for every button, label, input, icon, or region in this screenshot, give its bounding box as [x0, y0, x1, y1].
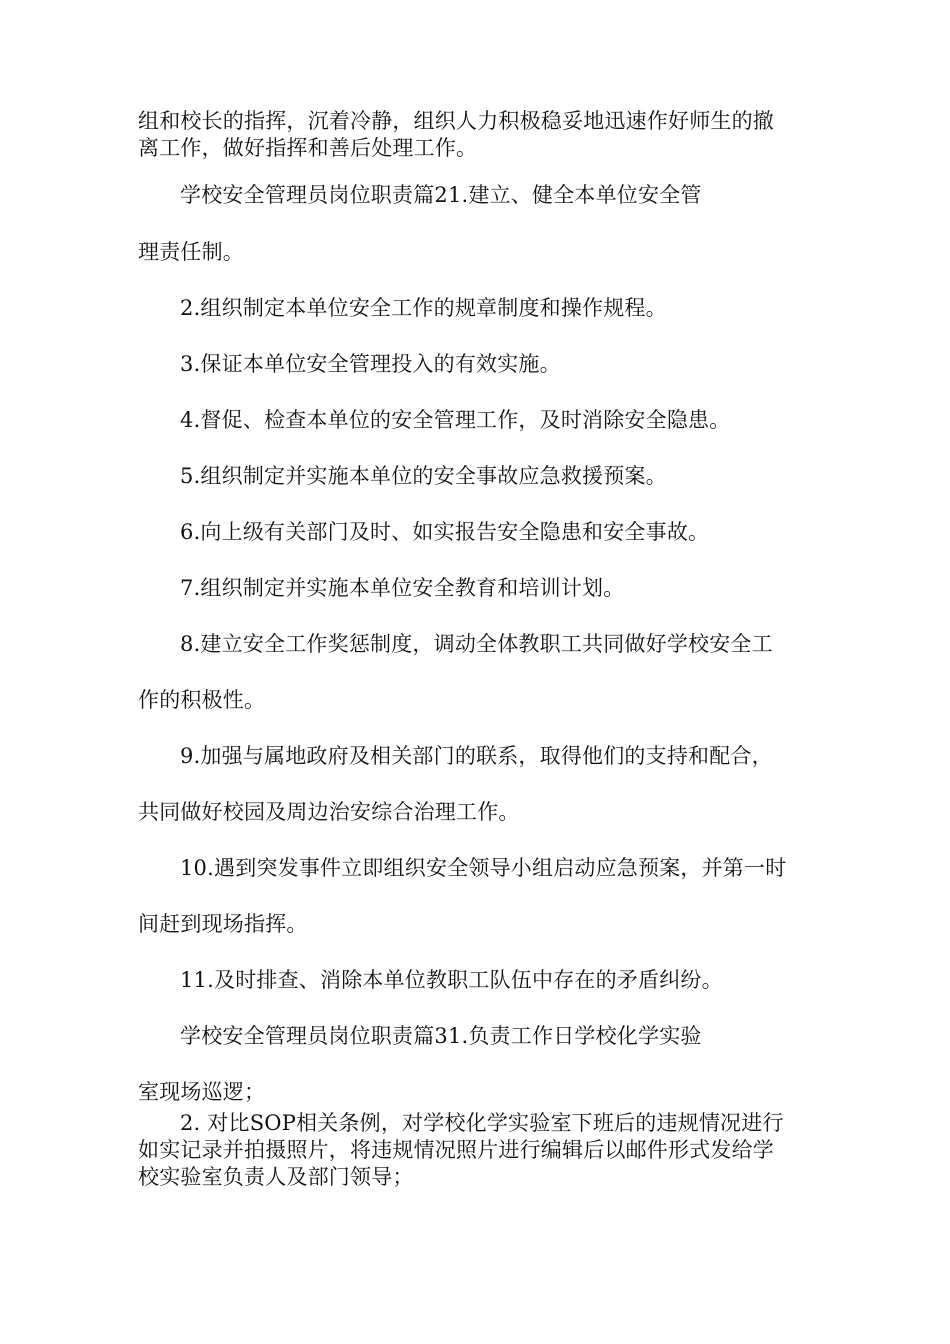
list-item-9-cont: 共同做好校园及周边治安综合治理工作。 — [138, 800, 520, 824]
list-item-4: 4.督促、检查本单位的安全管理工作，及时消除安全隐患。 — [180, 408, 731, 432]
list-item-s3-2-cont-1: 如实记录并拍摄照片，将违规情况照片进行编辑后以邮件形式发给学 — [138, 1138, 774, 1162]
list-item-9: 9.加强与属地政府及相关部门的联系，取得他们的支持和配合， — [180, 744, 773, 768]
list-item-5: 5.组织制定并实施本单位的安全事故应急救援预案。 — [180, 464, 667, 488]
list-item-10-cont: 间赶到现场指挥。 — [138, 912, 308, 936]
list-item-7: 7.组织制定并实施本单位安全教育和培训计划。 — [180, 576, 625, 600]
list-item-2: 2.组织制定本单位安全工作的规章制度和操作规程。 — [180, 296, 667, 320]
section-3-cont: 室现场巡逻； — [138, 1080, 266, 1104]
list-item-6: 6.向上级有关部门及时、如实报告安全隐患和安全事故。 — [180, 520, 710, 544]
text-line-2: 离工作，做好指挥和善后处理工作。 — [138, 136, 478, 160]
list-item-11: 11.及时排查、消除本单位教职工队伍中存在的矛盾纠纷。 — [180, 968, 723, 992]
list-item-3: 3.保证本单位安全管理投入的有效实施。 — [180, 352, 561, 376]
section-heading-2: 学校安全管理员岗位职责篇21.建立、健全本单位安全管 — [180, 183, 702, 207]
list-item-8: 8.建立安全工作奖惩制度，调动全体教职工共同做好学校安全工 — [180, 632, 773, 656]
list-item-s3-2-cont-2: 校实验室负责人及部门领导； — [138, 1165, 414, 1189]
list-item-s3-2: 2. 对比SOP相关条例，对学校化学实验室下班后的违规情况进行 — [180, 1111, 784, 1135]
text-line-4: 理责任制。 — [138, 240, 244, 264]
text-line-1: 组和校长的指挥，沉着冷静，组织人力积极稳妥地迅速作好师生的撤 — [138, 109, 774, 133]
list-item-8-cont: 作的积极性。 — [138, 688, 266, 712]
list-item-10: 10.遇到突发事件立即组织安全领导小组启动应急预案，并第一时 — [180, 856, 787, 880]
section-heading-3: 学校安全管理员岗位职责篇31.负责工作日学校化学实验 — [180, 1024, 702, 1048]
